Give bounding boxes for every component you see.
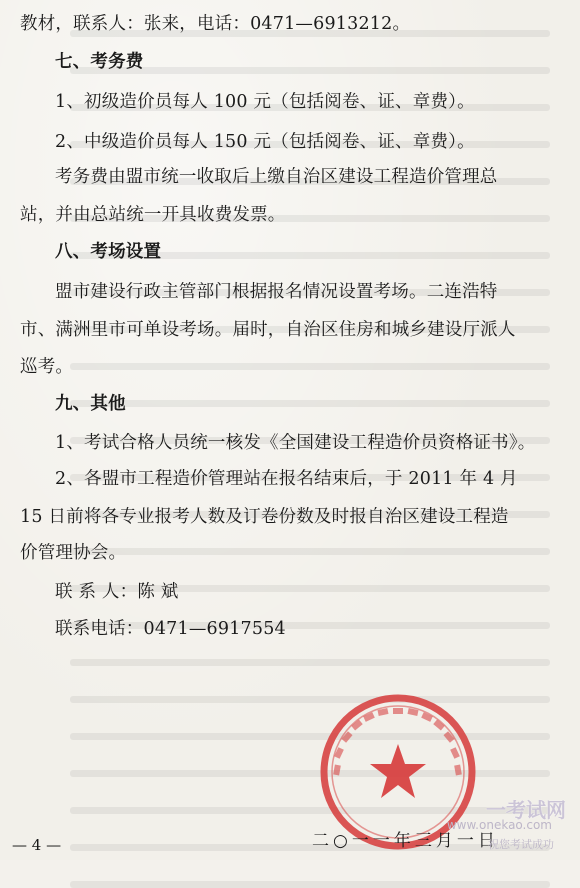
page-number: — 4 —: [12, 836, 62, 854]
watermark-url: www.onekao.com: [446, 818, 552, 832]
text-line: 价管理协会。: [20, 543, 127, 563]
text-line: 1、考试合格人员统一核发《全国建设工程造价员资格证书》。: [55, 433, 536, 453]
text-line: 2、中级造价员每人 150 元（包括阅卷、证、章费）。: [55, 132, 475, 152]
document-date: 二○一一年三月一日: [312, 831, 499, 851]
text-line: 2、各盟市工程造价管理站在报名结束后，于 2011 年 4 月: [55, 469, 518, 489]
contact-phone: 联系电话：0471—6917554: [55, 619, 286, 639]
contact-person: 联 系 人：陈 斌: [55, 582, 179, 602]
text-line: 教材，联系人：张来，电话：0471—6913212。: [20, 14, 411, 34]
text-line: 巡考。: [20, 357, 74, 377]
text-line: 市、满洲里市可单设考场。届时，自治区住房和城乡建设厅派人: [20, 320, 516, 340]
section-heading-9: 九、其他: [55, 394, 126, 414]
text-line: 考务费由盟市统一收取后上缴自治区建设工程造价管理总: [55, 167, 498, 187]
text-line: 站，并由总站统一开具收费发票。: [20, 205, 286, 225]
section-heading-8: 八、考场设置: [55, 242, 162, 262]
text-line: 15 日前将各专业报考人数及订卷份数及时报自治区建设工程造: [20, 507, 509, 527]
watermark-brand: 一考试网: [486, 798, 566, 822]
star-icon: [370, 744, 426, 798]
text-line: 盟市建设行政主管部门根据报名情况设置考场。二连浩特: [55, 282, 498, 302]
section-heading-7: 七、考务费: [55, 52, 144, 72]
watermark-slogan: 祝您考试成功: [488, 838, 554, 851]
text-line: 1、初级造价员每人 100 元（包括阅卷、证、章费）。: [55, 92, 475, 112]
